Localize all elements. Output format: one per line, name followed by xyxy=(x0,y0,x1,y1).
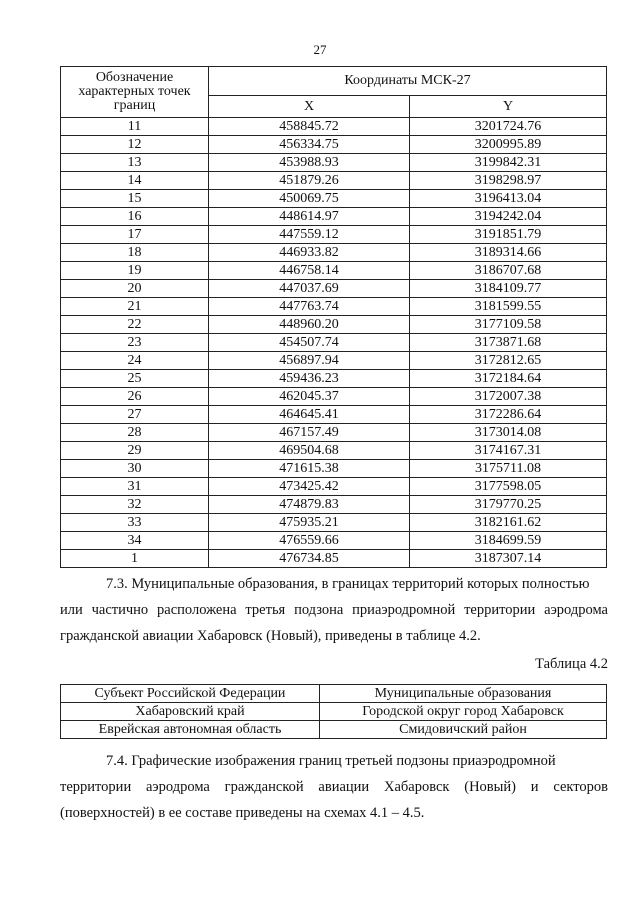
cell-point: 1 xyxy=(61,550,209,568)
cell-y: 3187307.14 xyxy=(410,550,607,568)
table-row xyxy=(61,118,607,136)
cell-y: 3198298.97 xyxy=(410,172,607,190)
cell-x: 446933.82 xyxy=(209,244,410,262)
table-row xyxy=(61,244,607,262)
table-row xyxy=(61,370,607,388)
cell-point: 33 xyxy=(61,514,209,532)
coordinates-table-body xyxy=(61,118,607,568)
table-row xyxy=(61,703,607,721)
cell-point: 34 xyxy=(61,532,209,550)
table-row xyxy=(61,532,607,550)
cell-x: 446758.14 xyxy=(209,262,410,280)
cell-y: 3186707.68 xyxy=(410,262,607,280)
coordinates-table xyxy=(60,66,607,568)
cell-y: 3172007.38 xyxy=(410,388,607,406)
cell-y: 3182161.62 xyxy=(410,514,607,532)
cell-y: 3172812.65 xyxy=(410,352,607,370)
header-point-designation: Обозначение характерных точек границ xyxy=(61,67,209,118)
table-row xyxy=(61,298,607,316)
table-row xyxy=(61,721,607,739)
cell-x: 456897.94 xyxy=(209,352,410,370)
header-coordinates: Координаты МСК-27 xyxy=(209,67,607,96)
cell-x: 469504.68 xyxy=(209,442,410,460)
cell-point: 27 xyxy=(61,406,209,424)
cell-point: 20 xyxy=(61,280,209,298)
table-row xyxy=(61,388,607,406)
table-caption: Таблица 4.2 xyxy=(535,656,608,672)
cell-point: 21 xyxy=(61,298,209,316)
cell-point: 19 xyxy=(61,262,209,280)
cell-subject: Еврейская автономная область xyxy=(61,721,320,739)
cell-x: 471615.38 xyxy=(209,460,410,478)
table-row xyxy=(61,280,607,298)
cell-x: 447037.69 xyxy=(209,280,410,298)
table-row xyxy=(61,262,607,280)
cell-point: 14 xyxy=(61,172,209,190)
paragraph-7-4-first-line: 7.4. Графические изображения границ третьей подзоны приаэродромной xyxy=(106,753,556,769)
table-row xyxy=(61,550,607,568)
cell-point: 30 xyxy=(61,460,209,478)
cell-y: 3194242.04 xyxy=(410,208,607,226)
header-subject: Субъект Российской Федерации xyxy=(61,685,320,703)
cell-point: 16 xyxy=(61,208,209,226)
cell-point: 11 xyxy=(61,118,209,136)
table-row xyxy=(61,478,607,496)
cell-y: 3174167.31 xyxy=(410,442,607,460)
cell-municipality: Городской округ город Хабаровск xyxy=(320,703,607,721)
cell-x: 447763.74 xyxy=(209,298,410,316)
cell-x: 473425.42 xyxy=(209,478,410,496)
table-row xyxy=(61,406,607,424)
cell-x: 447559.12 xyxy=(209,226,410,244)
header-municipalities: Муниципальные образования xyxy=(320,685,607,703)
cell-y: 3173871.68 xyxy=(410,334,607,352)
cell-x: 474879.83 xyxy=(209,496,410,514)
cell-y: 3172184.64 xyxy=(410,370,607,388)
table-row xyxy=(61,460,607,478)
cell-y: 3175711.08 xyxy=(410,460,607,478)
cell-y: 3184699.59 xyxy=(410,532,607,550)
paragraph-7-4 xyxy=(60,748,608,826)
cell-point: 31 xyxy=(61,478,209,496)
table-row xyxy=(61,316,607,334)
cell-point: 15 xyxy=(61,190,209,208)
cell-point: 25 xyxy=(61,370,209,388)
cell-point: 18 xyxy=(61,244,209,262)
cell-point: 22 xyxy=(61,316,209,334)
cell-x: 450069.75 xyxy=(209,190,410,208)
cell-point: 28 xyxy=(61,424,209,442)
table-row xyxy=(61,442,607,460)
table-row xyxy=(61,334,607,352)
cell-point: 23 xyxy=(61,334,209,352)
cell-municipality: Смидовичский район xyxy=(320,721,607,739)
cell-x: 448960.20 xyxy=(209,316,410,334)
cell-y: 3196413.04 xyxy=(410,190,607,208)
cell-y: 3184109.77 xyxy=(410,280,607,298)
page-number: 27 xyxy=(313,42,327,57)
paragraph-7-3 xyxy=(60,571,608,649)
cell-x: 458845.72 xyxy=(209,118,410,136)
cell-x: 476734.85 xyxy=(209,550,410,568)
cell-y: 3179770.25 xyxy=(410,496,607,514)
cell-point: 26 xyxy=(61,388,209,406)
cell-y: 3177109.58 xyxy=(410,316,607,334)
cell-subject: Хабаровский край xyxy=(61,703,320,721)
table-row xyxy=(61,208,607,226)
cell-x: 475935.21 xyxy=(209,514,410,532)
cell-y: 3177598.05 xyxy=(410,478,607,496)
cell-y: 3200995.89 xyxy=(410,136,607,154)
cell-x: 459436.23 xyxy=(209,370,410,388)
cell-x: 453988.93 xyxy=(209,154,410,172)
cell-point: 32 xyxy=(61,496,209,514)
table-row xyxy=(61,190,607,208)
table-row xyxy=(61,136,607,154)
cell-x: 462045.37 xyxy=(209,388,410,406)
cell-y: 3172286.64 xyxy=(410,406,607,424)
cell-point: 17 xyxy=(61,226,209,244)
cell-point: 29 xyxy=(61,442,209,460)
table-row xyxy=(61,172,607,190)
municipalities-table xyxy=(60,684,607,739)
cell-y: 3181599.55 xyxy=(410,298,607,316)
cell-x: 464645.41 xyxy=(209,406,410,424)
table-row xyxy=(61,514,607,532)
cell-x: 448614.97 xyxy=(209,208,410,226)
paragraph-7-3-rest: или частично расположена третья подзона приаэродромной территории аэродрома гражданской авиации Хабаровск (Новый), приведены в таблице 4.2. xyxy=(60,602,608,644)
table-row xyxy=(61,496,607,514)
header-y: Y xyxy=(410,96,607,118)
cell-y: 3173014.08 xyxy=(410,424,607,442)
cell-x: 456334.75 xyxy=(209,136,410,154)
cell-y: 3199842.31 xyxy=(410,154,607,172)
table-row xyxy=(61,352,607,370)
paragraph-7-4-rest: территории аэродрома гражданской авиации Хабаровск (Новый) и секторов (поверхностей) в ее составе приведены на схемах 4.1 – 4.5. xyxy=(60,779,608,821)
table-row xyxy=(61,154,607,172)
cell-point: 24 xyxy=(61,352,209,370)
table-row xyxy=(61,226,607,244)
paragraph-7-3-first-line: 7.3. Муниципальные образования, в границах территорий которых полностью xyxy=(106,576,590,592)
cell-y: 3201724.76 xyxy=(410,118,607,136)
cell-x: 451879.26 xyxy=(209,172,410,190)
cell-y: 3191851.79 xyxy=(410,226,607,244)
header-x: X xyxy=(209,96,410,118)
cell-x: 454507.74 xyxy=(209,334,410,352)
table-row xyxy=(61,424,607,442)
cell-point: 12 xyxy=(61,136,209,154)
cell-x: 467157.49 xyxy=(209,424,410,442)
cell-y: 3189314.66 xyxy=(410,244,607,262)
cell-point: 13 xyxy=(61,154,209,172)
cell-x: 476559.66 xyxy=(209,532,410,550)
